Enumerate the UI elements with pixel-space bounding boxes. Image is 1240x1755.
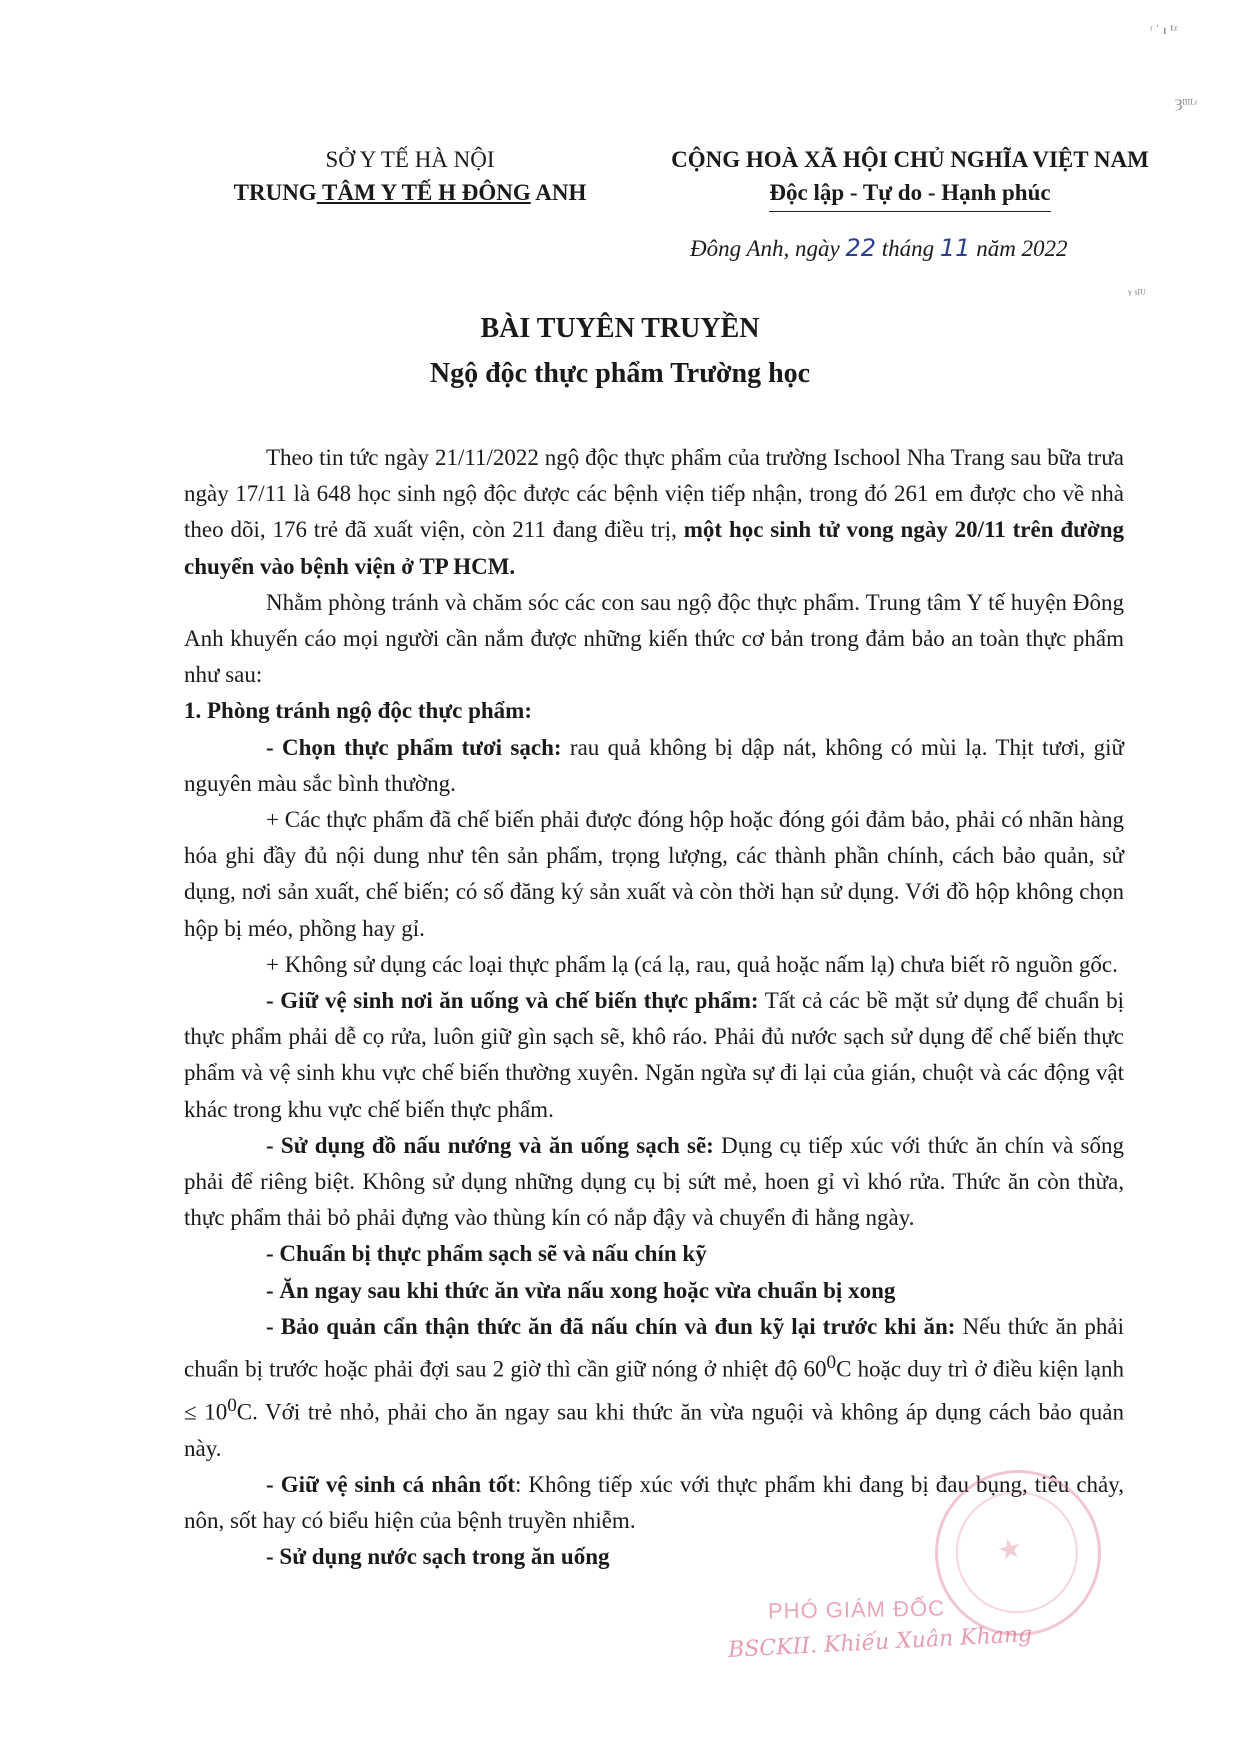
signer-title: PHÓ GIÁM ĐỐC bbox=[767, 1595, 946, 1624]
document-date: Đông Anh, ngày 22 tháng 11 năm 2022 bbox=[690, 234, 1068, 262]
paragraph-intro: Theo tin tức ngày 21/11/2022 ngộ độc thực phẩm của trường Ischool Nha Trang sau bữa trưa ngày 17/11 là 648 học sinh ngộ độc được các bệnh viện tiếp nhận, trong đó 261 em được cho về nhà theo dõi, 176 trẻ đã xuất viện, còn 211 đang điều trị, một học sinh tử vong ngày 20/11 trên đường chuyển vào bệnh viện ở TP HCM. bbox=[184, 445, 1124, 579]
agency-header bbox=[200, 143, 620, 209]
national-header bbox=[640, 143, 1180, 212]
agency-name: TRUNG TÂM Y TẾ H ĐÔNG ANH bbox=[233, 180, 587, 205]
national-name: CỘNG HOÀ XÃ HỘI CHỦ NGHĨA VIỆT NAM bbox=[671, 147, 1149, 172]
list-item: - Bảo quản cẩn thận thức ăn đã nấu chín và đun kỹ lại trước khi ăn: Nếu thức ăn phải chuẩn bị trước hoặc phải đợi sau 2 giờ thì cần giữ nóng ở nhiệt độ $60^0C$ hoặc duy trì ở điều kiện lạnh ≤ $10^0C$. Với trẻ nhỏ, phải cho ăn ngay sau khi thức ăn vừa nguội và không áp dụng cách bảo quản này. bbox=[184, 1313, 1124, 1461]
paragraph-recommendation: Nhằm phòng tránh và chăm sóc các con sau ngộ độc thực phẩm. Trung tâm Y tế huyện Đông Anh khuyến cáo mọi người cần nắm được những kiến thức cơ bản trong đảm bảo an toàn thực phẩm như sau: bbox=[184, 589, 1124, 688]
list-item: - Giữ vệ sinh nơi ăn uống và chế biến thực phẩm: Tất cả các bề mặt sử dụng để chuẩn bị thực phẩm phải dễ cọ rửa, luôn giữ gìn sạch sẽ, khô ráo. Phải đủ nước sạch sử dụng để chế biến thực phẩm và vệ sinh khu vực chế biến thường xuyên. Ngăn ngừa sự đi lại của gián, chuột và các động vật khác trong khu vực chế biến thực phẩm. bbox=[184, 988, 1125, 1122]
signer-name: BSCKII. Khiếu Xuân Khang bbox=[727, 1622, 1033, 1663]
scan-mark-top: ᶦ ˈ ɪ ¹ᶻ bbox=[1150, 22, 1178, 37]
agency-parent: SỞ Y TẾ HÀ NỘI bbox=[325, 147, 495, 172]
official-seal: ★ bbox=[920, 1455, 1117, 1652]
list-item: - Sử dụng nước sạch trong ăn uống bbox=[266, 1544, 610, 1570]
section-heading: 1. Phòng tránh ngộ độc thực phẩm: bbox=[184, 698, 532, 724]
list-item: + Các thực phẩm đã chế biến phải được đóng hộp hoặc đóng gói đảm bảo, phải có nhãn hàng hóa ghi đầy đủ nội dung như tên sản phẩm, trọng lượng, các thành phần chính, cách bảo quản, sử dụng, nơi sản xuất, chế biến; có số đăng ký sản xuất và còn thời hạn sử dụng. Với đồ hộp không chọn hộp bị méo, phồng hay gỉ. bbox=[184, 807, 1124, 941]
document-body bbox=[184, 440, 1124, 1576]
scan-mark-corner: Ȝᴵᴵᴵᴸᶦ bbox=[1175, 96, 1198, 111]
list-item: + Không sử dụng các loại thực phẩm lạ (cá lạ, rau, quả hoặc nấm lạ) chưa biết rõ nguồn gốc. bbox=[266, 951, 1118, 977]
scan-mark-side: ᵞ ˢᴵᵁ bbox=[1128, 286, 1146, 301]
list-item: - Sử dụng đồ nấu nướng và ăn uống sạch sẽ: Dụng cụ tiếp xúc với thức ăn chín và sống phải để riêng biệt. Không sử dụng những dụng cụ bị sứt mẻ, hoen gỉ vì khó rửa. Thức ăn còn thừa, thực phẩm thải bỏ phải đựng vào thùng kín có nắp đậy và chuyển đi hằng ngày. bbox=[184, 1132, 1124, 1231]
list-item: - Chọn thực phẩm tươi sạch: rau quả không bị dập nát, không có mùi lạ. Thịt tươi, giữ nguyên màu sắc bình thường. bbox=[184, 734, 1124, 796]
list-item: - Ăn ngay sau khi thức ăn vừa nấu xong hoặc vừa chuẩn bị xong bbox=[266, 1277, 896, 1303]
date-day: 22 bbox=[845, 234, 876, 262]
document-title: BÀI TUYÊN TRUYỀN bbox=[480, 313, 760, 344]
document-subtitle: Ngộ độc thực phẩm Trường học bbox=[429, 358, 811, 389]
national-motto: Độc lập - Tự do - Hạnh phúc bbox=[769, 176, 1050, 212]
list-item: - Giữ vệ sinh cá nhân tốt: Không tiếp xúc với thực phẩm khi đang bị đau bụng, tiêu chảy, nôn, sốt hay có biểu hiện của bệnh truyền nhiễm. bbox=[184, 1472, 1124, 1534]
list-item: - Chuẩn bị thực phẩm sạch sẽ và nấu chín kỹ bbox=[266, 1241, 707, 1267]
date-month: 11 bbox=[939, 234, 971, 262]
